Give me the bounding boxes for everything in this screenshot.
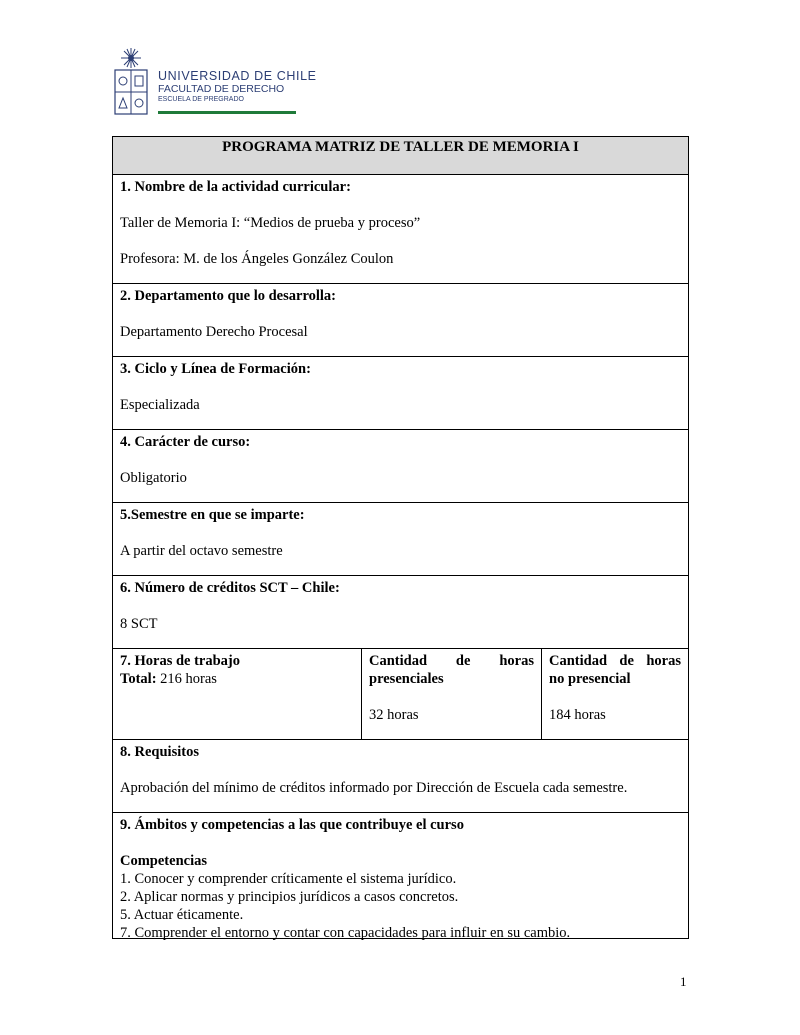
activity-name: Taller de Memoria I: “Medios de prueba y proceso” [120, 215, 421, 231]
school-name: ESCUELA DE PREGRADO [158, 96, 244, 103]
logo-underline [158, 111, 296, 114]
professor-name: Profesora: M. de los Ángeles González Coulon [120, 251, 394, 267]
program-table [112, 136, 689, 939]
section-heading: 5.Semestre en que se imparte: [120, 507, 305, 523]
work-hours-total [120, 670, 354, 688]
credits-value: 8 SCT [120, 616, 158, 632]
university-crest-icon [112, 46, 150, 116]
requirements-value: Aprobación del mínimo de créditos informado por Dirección de Escuela cada semestre. [120, 780, 628, 796]
no-presencial-value: 184 horas [549, 707, 606, 723]
no-presencial-label: Cantidad de horas no presencial [549, 653, 681, 687]
department-value: Departamento Derecho Procesal [120, 324, 308, 340]
logo-text [158, 70, 317, 105]
university-name: UNIVERSIDAD DE CHILE [158, 69, 317, 83]
character-value: Obligatorio [120, 470, 187, 486]
section-heading: 3. Ciclo y Línea de Formación: [120, 361, 311, 377]
program-title: PROGRAMA MATRIZ DE TALLER DE MEMORIA I [113, 137, 688, 174]
list-item: 5. Actuar éticamente. [120, 907, 244, 923]
total-label: Total: [120, 671, 157, 687]
competencies-subheading: Competencias [120, 853, 207, 869]
section-heading: 9. Ámbitos y competencias a las que contribuye el curso [120, 817, 464, 833]
section-heading: 4. Carácter de curso: [120, 434, 251, 450]
work-hours-total-cell [113, 649, 362, 739]
cycle-value: Especializada [120, 397, 200, 413]
section-heading: 8. Requisitos [120, 744, 199, 760]
semester-value: A partir del octavo semestre [120, 543, 283, 559]
section-credits [113, 575, 688, 648]
presencial-hours-cell [362, 649, 542, 739]
section-requirements [113, 739, 688, 812]
section-heading: 7. Horas de trabajo [120, 653, 241, 669]
presencial-label: Cantidad de horas presenciales [369, 653, 534, 687]
header-logo [112, 46, 317, 118]
page-number: 1 [680, 974, 687, 989]
section-heading: 2. Departamento que lo desarrolla: [120, 288, 336, 304]
section-activity-name [113, 174, 688, 283]
presencial-value: 32 horas [369, 707, 419, 723]
section-work-hours [113, 648, 688, 739]
section-cycle [113, 356, 688, 429]
section-heading: 1. Nombre de la actividad curricular: [120, 179, 351, 195]
section-character [113, 429, 688, 502]
section-department [113, 283, 688, 356]
faculty-name: FACULTAD DE DERECHO [158, 83, 285, 95]
list-item: 1. Conocer y comprender críticamente el sistema jurídico. [120, 871, 457, 887]
section-competencies [113, 812, 688, 941]
total-value: 216 horas [156, 671, 217, 687]
no-presencial-hours-cell [542, 649, 688, 739]
list-item: 2. Aplicar normas y principios jurídicos a casos concretos. [120, 889, 459, 905]
section-semester [113, 502, 688, 575]
section-heading: 6. Número de créditos SCT – Chile: [120, 580, 340, 596]
list-item: 7. Comprender el entorno y contar con capacidades para influir en su cambio. [120, 925, 571, 941]
